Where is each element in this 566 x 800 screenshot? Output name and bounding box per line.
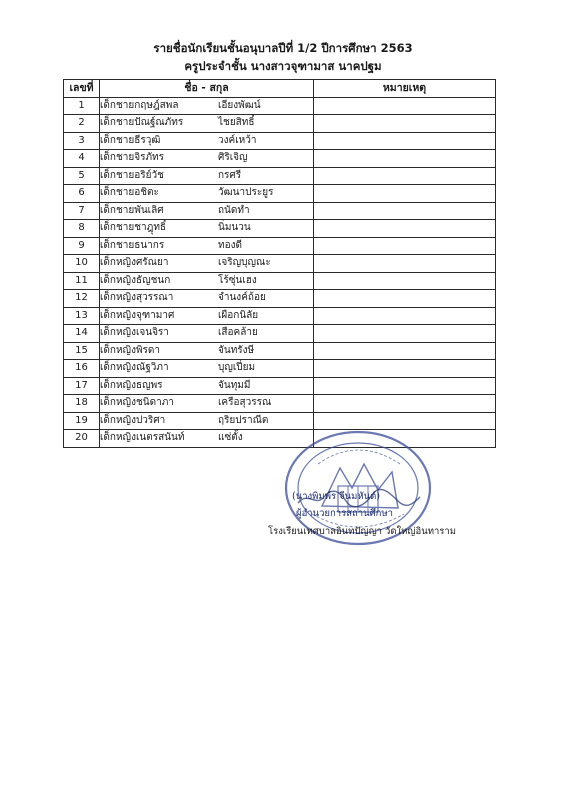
first-name: เด็กชายพันเลิศ bbox=[100, 204, 164, 216]
row-number: 3 bbox=[64, 132, 100, 150]
student-roster-table bbox=[63, 79, 496, 448]
table-row bbox=[64, 237, 496, 255]
note-cell bbox=[314, 202, 496, 220]
table-row bbox=[64, 202, 496, 220]
column-header-number: เลขที่ bbox=[64, 80, 100, 98]
student-name bbox=[100, 132, 314, 150]
row-number: 17 bbox=[64, 377, 100, 395]
table-row bbox=[64, 97, 496, 115]
last-name: ศิริเจิญ bbox=[218, 152, 248, 164]
first-name: เด็กชายกฤษฎ์สพล bbox=[100, 99, 179, 111]
student-name bbox=[100, 412, 314, 430]
table-row bbox=[64, 377, 496, 395]
note-cell bbox=[314, 272, 496, 290]
table-row bbox=[64, 325, 496, 343]
note-cell bbox=[314, 132, 496, 150]
student-name bbox=[100, 360, 314, 378]
last-name: แซ่ตั้ง bbox=[218, 432, 243, 444]
last-name: เจริญบุญณะ bbox=[218, 257, 271, 269]
row-number: 13 bbox=[64, 307, 100, 325]
first-name: เด็กชายจิรภัทร bbox=[100, 152, 165, 164]
row-number: 10 bbox=[64, 255, 100, 273]
last-name: จันทรังษี bbox=[218, 344, 255, 356]
school-name: โรงเรียนเทศบาลอินทปัญญา วัดใหญ่อินทาราม bbox=[268, 526, 457, 537]
note-cell bbox=[314, 325, 496, 343]
student-name bbox=[100, 150, 314, 168]
table-row bbox=[64, 360, 496, 378]
note-cell bbox=[314, 377, 496, 395]
table-row bbox=[64, 132, 496, 150]
row-number: 4 bbox=[64, 150, 100, 168]
student-name bbox=[100, 185, 314, 203]
student-name bbox=[100, 97, 314, 115]
note-cell bbox=[314, 290, 496, 308]
first-name: เด็กหญิงศรัณยา bbox=[100, 257, 169, 269]
row-number: 1 bbox=[64, 97, 100, 115]
note-cell bbox=[314, 395, 496, 413]
first-name: เด็กหญิงชนิดาภา bbox=[100, 397, 174, 409]
table-row bbox=[64, 255, 496, 273]
note-cell bbox=[314, 237, 496, 255]
student-name bbox=[100, 115, 314, 133]
table-row bbox=[64, 185, 496, 203]
row-number: 19 bbox=[64, 412, 100, 430]
row-number: 6 bbox=[64, 185, 100, 203]
note-cell bbox=[314, 360, 496, 378]
note-cell bbox=[314, 255, 496, 273]
table-row bbox=[64, 167, 496, 185]
table-row bbox=[64, 290, 496, 308]
row-number: 5 bbox=[64, 167, 100, 185]
document-title: รายชื่อนักเรียนชั้นอนุบาลปีที่ 1/2 ปีการศึกษา 2563 bbox=[153, 41, 413, 55]
table-row bbox=[64, 115, 496, 133]
last-name: กรศรี bbox=[218, 169, 242, 181]
first-name: เด็กหญิงพิรดา bbox=[100, 344, 161, 356]
last-name: เอียงพัฒน์ bbox=[218, 99, 261, 111]
table-row bbox=[64, 342, 496, 360]
last-name: บุญเปี่ยม bbox=[218, 362, 256, 374]
signatory-position: ผู้อำนวยการสถานศึกษา bbox=[296, 508, 393, 519]
row-number: 9 bbox=[64, 237, 100, 255]
column-header-name: ชื่อ - สกุล bbox=[100, 80, 314, 98]
last-name: ไชยสิทธิ์ bbox=[218, 117, 255, 129]
first-name: เด็กหญิงเจนจิรา bbox=[100, 327, 169, 339]
note-cell bbox=[314, 342, 496, 360]
student-name bbox=[100, 272, 314, 290]
note-cell bbox=[314, 167, 496, 185]
column-header-note: หมายเหตุ bbox=[314, 80, 496, 98]
first-name: เด็กหญิงธญพร bbox=[100, 379, 163, 391]
last-name: ฤริยปราณีต bbox=[218, 414, 269, 426]
table-row bbox=[64, 150, 496, 168]
table-row bbox=[64, 307, 496, 325]
student-name bbox=[100, 202, 314, 220]
first-name: เด็กชายอริย์วัช bbox=[100, 169, 164, 181]
row-number: 16 bbox=[64, 360, 100, 378]
note-cell bbox=[314, 307, 496, 325]
note-cell bbox=[314, 97, 496, 115]
note-cell bbox=[314, 150, 496, 168]
student-name bbox=[100, 325, 314, 343]
student-name bbox=[100, 395, 314, 413]
table-row bbox=[64, 272, 496, 290]
note-cell bbox=[314, 115, 496, 133]
row-number: 8 bbox=[64, 220, 100, 238]
first-name: เด็กชายธนากร bbox=[100, 239, 165, 251]
row-number: 7 bbox=[64, 202, 100, 220]
row-number: 11 bbox=[64, 272, 100, 290]
table-row bbox=[64, 395, 496, 413]
row-number: 20 bbox=[64, 430, 100, 448]
last-name: นิ่มนวน bbox=[218, 222, 251, 234]
row-number: 2 bbox=[64, 115, 100, 133]
student-name bbox=[100, 342, 314, 360]
student-name bbox=[100, 307, 314, 325]
signatory-name: (นางพิมพ์ร จีนมหันต์) bbox=[292, 491, 381, 502]
row-number: 18 bbox=[64, 395, 100, 413]
student-name bbox=[100, 220, 314, 238]
first-name: เด็กชายอชิตะ bbox=[100, 187, 159, 199]
first-name: เด็กชายธีรวุฒิ bbox=[100, 134, 161, 146]
row-number: 12 bbox=[64, 290, 100, 308]
note-cell bbox=[314, 412, 496, 430]
last-name: วงค์เหว้า bbox=[218, 134, 257, 146]
last-name: วัฒนาประยูร bbox=[218, 187, 274, 199]
first-name: เด็กหญิงจุฑามาศ bbox=[100, 309, 175, 321]
first-name: เด็กหญิงปวริศา bbox=[100, 414, 166, 426]
last-name: เครือสุวรรณ bbox=[218, 397, 272, 409]
first-name: เด็กชายปัณฐ์ณภัทร bbox=[100, 117, 184, 129]
row-number: 15 bbox=[64, 342, 100, 360]
note-cell bbox=[314, 220, 496, 238]
last-name: ทองดี bbox=[218, 239, 242, 251]
first-name: เด็กหญิงเนตรสนันท์ bbox=[100, 432, 185, 444]
table-header-row bbox=[64, 80, 496, 98]
first-name: เด็กหญิงธัญชนก bbox=[100, 274, 171, 286]
last-name: จำนงค์ถ้อย bbox=[218, 292, 266, 304]
student-name bbox=[100, 377, 314, 395]
last-name: จันทุมมี bbox=[218, 379, 251, 391]
row-number: 14 bbox=[64, 325, 100, 343]
student-name bbox=[100, 290, 314, 308]
first-name: เด็กหญิงสุวรรณา bbox=[100, 292, 174, 304]
first-name: เด็กชายชาฎุทธิ์ bbox=[100, 222, 167, 234]
table-row bbox=[64, 220, 496, 238]
student-name bbox=[100, 237, 314, 255]
teacher-line: ครูประจำชั้น นางสาวจุฑามาส นาคปฐม bbox=[184, 59, 382, 73]
last-name: เสือคล้าย bbox=[218, 327, 258, 339]
last-name: เผือกนิลัย bbox=[218, 309, 259, 321]
first-name: เด็กหญิงณัฐวิภา bbox=[100, 362, 169, 374]
student-name bbox=[100, 167, 314, 185]
last-name: ถนัดทำ bbox=[218, 204, 250, 216]
table-row bbox=[64, 412, 496, 430]
note-cell bbox=[314, 185, 496, 203]
last-name: โร้ซุ่นเฮง bbox=[218, 274, 257, 286]
student-name bbox=[100, 255, 314, 273]
